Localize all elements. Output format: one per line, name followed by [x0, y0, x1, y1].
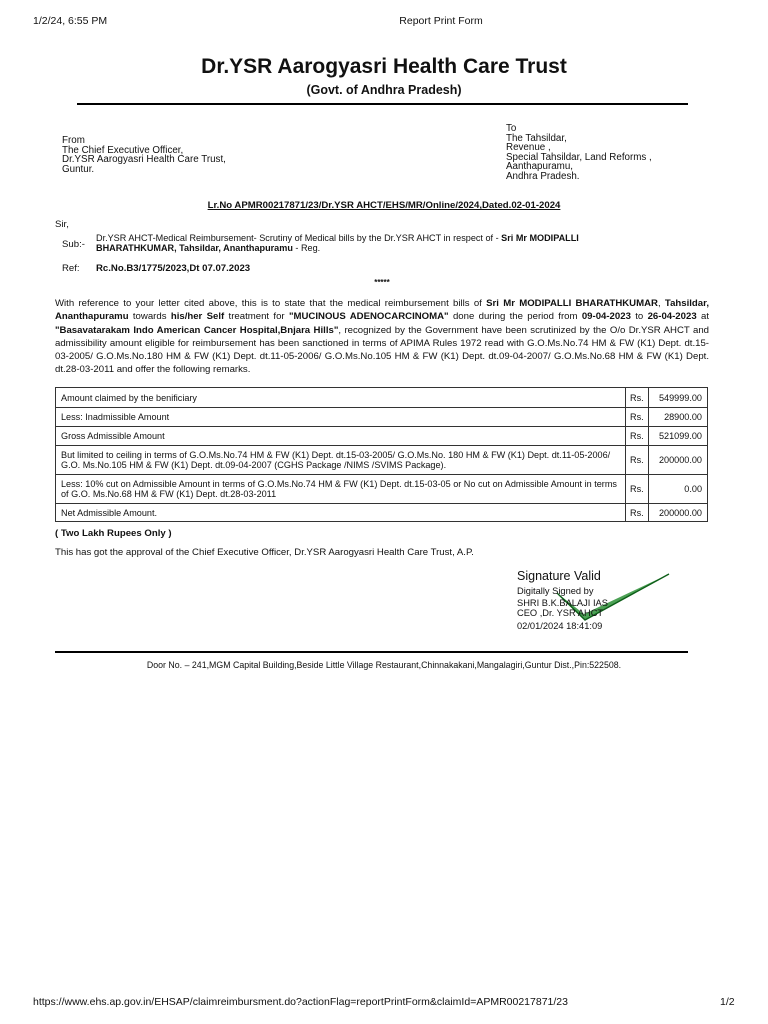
trust-subtitle: (Govt. of Andhra Pradesh) [306, 83, 462, 97]
print-page-title: Report Print Form [399, 15, 483, 27]
para-text: , recognized by the Government have been scrutinized by the O/o Dr.YSR AHCT and admissibility amount eligible for reimbursement has been sanctioned in terms of APIMA Rules 1972 read with G.O.Ms.No.74 HM & FW (K1) Dept. dt.15-03-2005/ G.O.Ms.No.180 HM & FW (K1) Dept. dt.11-05-2006/ G.O.Ms.No.105 HM & FW (K1) Dept. dt.09-04-2007/ G.O.Ms.No.68 HM & FW (K1) Dept. dt.28-03-2011 and offer the following remarks. [55, 324, 709, 376]
table-row [56, 504, 708, 522]
para-text: at [696, 311, 709, 323]
amount-table [55, 387, 708, 522]
para-text: towards [128, 311, 171, 323]
para-text: to [630, 311, 648, 323]
separator: ***** [374, 278, 390, 287]
amount-in-words: ( Two Lakh Rupees Only ) [55, 528, 172, 539]
para-text: , [657, 298, 665, 309]
from-label: From [62, 135, 85, 146]
para-text: With reference to your letter cited above, this is to state that the medical reimbursement bills of [55, 298, 487, 309]
currency: Rs. [626, 388, 649, 408]
diagnosis: "MUCINOUS ADENOCARCINOMA" [288, 311, 449, 323]
footer-divider [55, 651, 688, 653]
amount-label: Less: Inadmissible Amount [56, 408, 626, 427]
currency: Rs. [626, 475, 649, 504]
subject-name-cont: BHARATHKUMAR, Tahsildar, Ananthapuramu [96, 242, 293, 253]
amount-value: 200000.00 [649, 446, 708, 475]
to-line: Andhra Pradesh. [506, 170, 580, 182]
para-text: done during the period from [448, 311, 582, 323]
table-row [56, 475, 708, 504]
currency: Rs. [626, 446, 649, 475]
signature-timestamp: 02/01/2024 18:41:09 [517, 621, 603, 631]
currency: Rs. [626, 427, 649, 446]
subject-suffix: - Reg. [292, 242, 321, 253]
to-label: To [506, 123, 517, 134]
to-block [506, 124, 652, 181]
para-text: treatment for [224, 311, 289, 323]
print-url: https://www.ehs.ap.gov.in/EHSAP/claimreimbursment.do?actionFlag=reportPrintForm&claimId=APMR00217871/23 [33, 996, 568, 1008]
from-line: Guntur. [62, 163, 95, 175]
to-line: The Tahsildar, [506, 132, 567, 144]
salutation: Sir, [55, 219, 69, 230]
print-page-number: 1/2 [720, 996, 735, 1008]
amount-label: But limited to ceiling in terms of G.O.Ms.No.74 HM & FW (K1) Dept. dt.15-03-2005/ G.O.Ms.No. 180 HM & FW (K1) Dept. dt.11-05-2006/ G.O. Ms.No.105 HM & FW (K1) Dept. dt.09-04-2007 (CGHS Package /NIMS /SVIMS Package). [56, 446, 626, 475]
period-start: 09-04-2023 [581, 311, 631, 323]
amount-value: 200000.00 [649, 504, 708, 522]
amount-label: Gross Admissible Amount [56, 427, 626, 446]
body-paragraph [55, 297, 709, 377]
amount-value: 549999.00 [649, 388, 708, 408]
subject-label: Sub:- [62, 239, 85, 250]
to-line: Aanthapuramu, [506, 161, 573, 172]
relation: his/her Self [170, 311, 225, 323]
amount-label: Amount claimed by the benificiary [56, 388, 626, 408]
amount-label: Less: 10% cut on Admissible Amount in terms of G.O.Ms.No.74 HM & FW (K1) Dept. dt.15-03-05 or No cut on Admissible Amount in terms of G.O. Ms.No.68 HM & FW (K1) Dept. dt.28-03-2011 [56, 475, 626, 504]
subject-text [96, 234, 696, 253]
header-divider [77, 103, 688, 105]
amount-value: 0.00 [649, 475, 708, 504]
currency: Rs. [626, 408, 649, 427]
hospital-name: "Basavatarakam Indo American Cancer Hospital,Bnjara Hills" [55, 324, 339, 336]
from-line: Dr.YSR Aarogyasri Health Care Trust, [62, 154, 226, 165]
ref-label: Ref: [62, 263, 80, 274]
currency: Rs. [626, 504, 649, 522]
table-row [56, 446, 708, 475]
amount-value: 28900.00 [649, 408, 708, 427]
signed-by-label: Digitally Signed by [517, 586, 594, 596]
from-line: The Chief Executive Officer, [62, 144, 184, 156]
approval-text: This has got the approval of the Chief Executive Officer, Dr.YSR Aarogyasri Health Care Trust, A.P. [55, 547, 474, 558]
table-row [56, 427, 708, 446]
digital-signature [507, 565, 689, 630]
amount-value: 521099.00 [649, 427, 708, 446]
office-address: Door No. – 241,MGM Capital Building,Beside Little Village Restaurant,Chinnakakani,Mangalagiri,Guntur Dist.,Pin:522508. [146, 660, 622, 670]
table-row [56, 388, 708, 408]
print-datetime: 1/2/24, 6:55 PM [33, 15, 108, 27]
signature-status: Signature Valid [517, 569, 601, 583]
ref-text: Rc.No.B3/1775/2023,Dt 07.07.2023 [96, 263, 251, 274]
table-row [56, 408, 708, 427]
subject-body: Dr.YSR AHCT-Medical Reimbursement- Scrutiny of Medical bills by the Dr.YSR AHCT in respect of - [96, 233, 502, 243]
patient-designation: Tahsildar, Ananthapuramu [55, 298, 709, 323]
from-block [62, 136, 226, 174]
trust-title: Dr.YSR Aarogyasri Health Care Trust [201, 55, 567, 78]
period-end: 26-04-2023 [647, 311, 697, 323]
amount-label: Net Admissible Amount. [56, 504, 626, 522]
to-line: Special Tahsildar, Land Reforms , [506, 151, 652, 163]
letter-reference-number: Lr.No APMR00217871/23/Dr.YSR AHCT/EHS/MR/Online/2024,Dated.02-01-2024 [207, 200, 561, 211]
signer-designation: CEO ,Dr. YSR AHCT [517, 608, 604, 618]
signer-name: SHRI B.K.BALAJI IAS [517, 598, 608, 608]
to-line: Revenue , [506, 142, 551, 153]
subject-name: Sri Mr MODIPALLI [501, 233, 579, 243]
patient-name: Sri Mr MODIPALLI BHARATHKUMAR [486, 298, 658, 309]
